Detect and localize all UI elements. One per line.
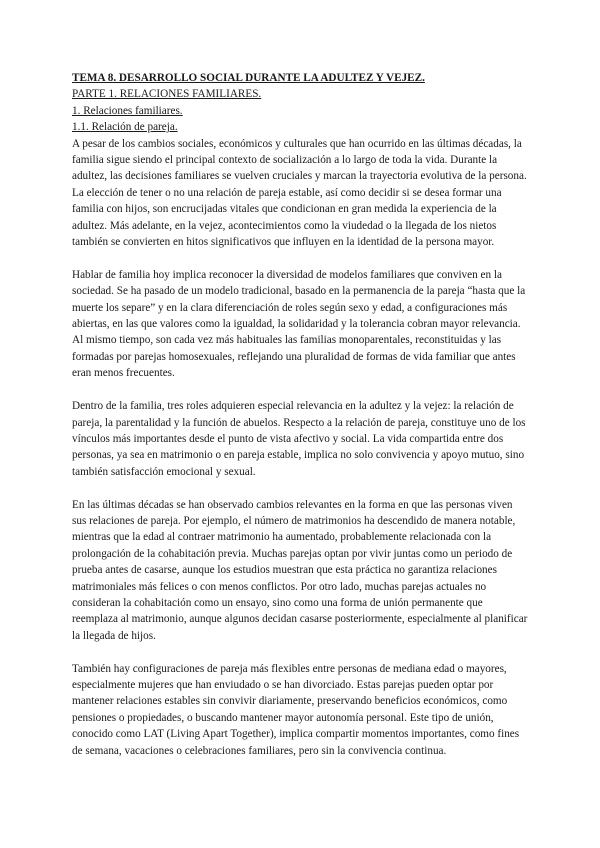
section-heading: 1. Relaciones familiares. xyxy=(72,104,183,117)
paragraph-4: En las últimas décadas se han observado cambios relevantes en la forma en que las personas viven sus relaciones de pareja. Por ejemplo, el número de matrimonios ha descendido de manera notable, mientras que la edad al contraer matrimonio ha aumentado, probablemente relacionada con la prolongación de la cohabitación previa. Muchas parejas optan por vivir juntas como un periodo de prueba antes de casarse, aunque los estudios muestran que esta práctica no garantiza relaciones matrimoniales más felices o con menos conflictos. Por otro lado, muchas parejas actuales no consideran la cohabitación como un ensayo, sino como una forma de unión permanente que reemplaza al matrimonio, aunque algunos decidan casarse posteriormente, especialmente al planificar la llegada de hijos. xyxy=(72,498,528,642)
subsection-heading: 1.1. Relación de pareja. xyxy=(72,121,178,134)
paragraph-5: También hay configuraciones de pareja más flexibles entre personas de mediana edad o mayores, especialmente mujeres que han enviudado o se han divorciado. Estas parejas pueden optar por mantener relaciones estables sin convivir diariamente, preservando beneficios económicos, como pensiones o propiedades, o buscando mantener mayor autonomía personal. Este tipo de unión, conocido como LAT (Living Apart Together), implica compartir momentos importantes, como fines de semana, vacaciones o celebraciones familiares, pero sin la convivencia continua. xyxy=(72,662,520,757)
document-title: TEMA 8. DESARROLLO SOCIAL DURANTE LA ADULTEZ Y VEJEZ. xyxy=(72,72,425,84)
paragraph-1: A pesar de los cambios sociales, económicos y culturales que han ocurrido en las últimas décadas, la familia sigue siendo el principal contexto de socialización a lo largo de toda la vida. Durante la adultez, las decisiones familiares se vuelven cruciales y marcan la trayectoria evolutiva de la persona. La elección de tener o no una relación de pareja estable, así como decidir si se desea formar una familia con hijos, son encrucijadas vitales que condicionan en gran medida la experiencia de la adultez. Más adelante, en la vejez, acontecimientos como la viudedad o la llegada de los nietos también se convierten en hitos significativos que influyen en la identidad de la persona mayor. xyxy=(72,137,527,249)
paragraph-2: Hablar de familia hoy implica reconocer la diversidad de modelos familiares que conviven en la sociedad. Se ha pasado de un modelo tradicional, basado en la permanencia de la pareja “hasta que la muerte los separe” y en la clara diferenciación de roles según sexo y edad, a configuraciones más abiertas, en las que valores como la igualdad, la solidaridad y la tolerancia cobran mayor relevancia. Al mismo tiempo, son cada vez más habituales las familias monoparentales, reconstituidas y las formadas por parejas homosexuales, reflejando una pluralidad de formas de vida familiar que antes eran menos frecuentes. xyxy=(72,268,526,380)
part-heading: PARTE 1. RELACIONES FAMILIARES. xyxy=(72,88,262,101)
paragraph-3: Dentro de la familia, tres roles adquieren especial relevancia en la adultez y la vejez: la relación de pareja, la parentalidad y la función de abuelos. Respecto a la relación de pareja, constituye uno de los vínculos más importantes desde el punto de vista afectivo y social. La vida compartida entre dos personas, ya sea en matrimonio o en pareja estable, implica no solo convivencia y apoyo mutuo, sino también satisfacción emocional y sexual. xyxy=(72,400,526,478)
